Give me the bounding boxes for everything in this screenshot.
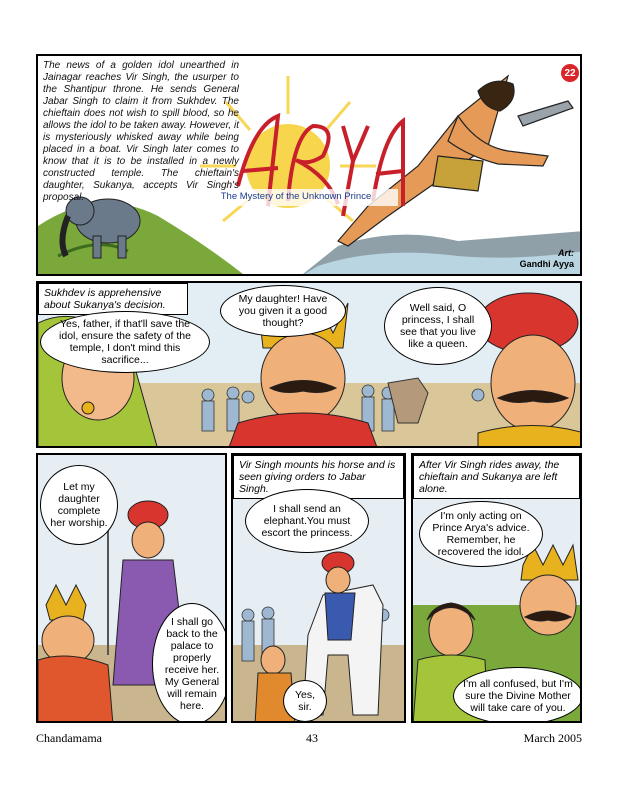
speech-bubble-elephant: I shall send an elephant.You must escort the princess.	[245, 489, 369, 553]
art-credit	[520, 248, 574, 270]
panel-five-caption: After Vir Singh rides away, the chieftain and Sukanya are left alone.	[413, 455, 580, 499]
series-subtitle: The Mystery of the Unknown Prince	[220, 191, 372, 202]
vir-singh-mounted-figure	[322, 552, 355, 640]
art-label: Art:	[558, 248, 574, 258]
artist-name: Gandhi Ayya	[519, 259, 574, 269]
speech-bubble-worship: Let my daughter complete her worship.	[40, 465, 118, 545]
header-panel	[36, 54, 582, 276]
panel-two-caption: Sukhdev is apprehensive about Sukanya's decision.	[38, 283, 188, 315]
panel-two	[36, 281, 582, 448]
panel-four-caption: Vir Singh mounts his horse and is seen giving orders to Jabar Singh.	[233, 455, 404, 499]
chieftain-figure	[520, 545, 578, 635]
footer-date: March 2005	[523, 731, 582, 745]
footer-page-number: 43	[306, 731, 318, 745]
speech-bubble-yes-sir: Yes, sir.	[283, 680, 327, 722]
speech-bubble-arya-advice: I'm only acting on Prince Arya's advice. Remember, he recovered the idol.	[419, 501, 543, 567]
speech-bubble-palace: I shall go back to the palace to properly receive her. My General will remain here.	[152, 603, 227, 723]
episode-badge: 22	[561, 64, 579, 82]
speech-bubble-divine-mother: I'm all confused, but I'm sure the Divine Mother will take care of you.	[453, 667, 582, 723]
intro-caption: The news of a golden idol unearthed in Jainagar reaches Vir Singh, the usurper to the Shantipur throne. He sends General Jabar Singh to claim it from Sukhdev. The chieftain does not wish to spill blood, so he allows the idol to be taken away. However, it is mysteriously whisked away while being placed in a boat. Vir Singh later comes to know that it is to be installed in a newly constructed temple. The chieftain's daughter, Sukanya, accepts Vir Singh's proposal.	[43, 60, 239, 203]
panel-four	[231, 453, 406, 723]
panel-five	[411, 453, 582, 723]
footer-magazine-name: Chandamama	[36, 731, 102, 745]
speech-bubble-king: Well said, O princess, I shall see that you live like a queen.	[384, 287, 492, 365]
speech-bubble-vir-singh: My daughter! Have you given it a good thought?	[220, 285, 346, 337]
speech-bubble-sukanya: Yes, father, if that'll save the idol, ensure the safety of the temple, I don't mind this sacrifice...	[40, 311, 210, 373]
panel-three	[36, 453, 227, 723]
